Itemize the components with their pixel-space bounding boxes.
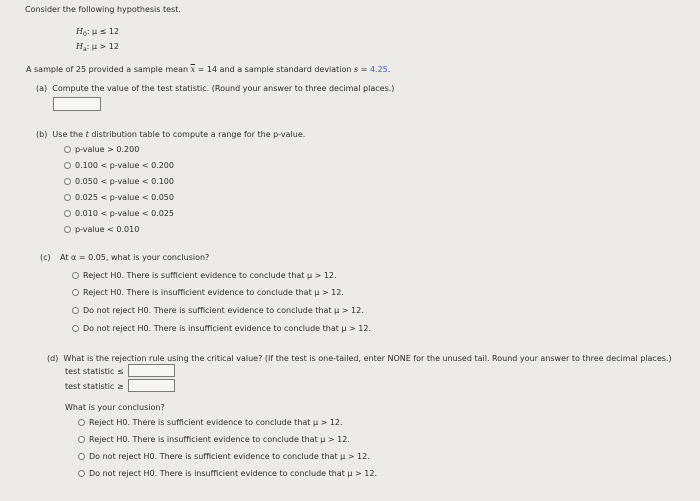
rejection-conclusion-option[interactable]: Do not reject H0. There is insufficient evidence to conclude that μ > 12. bbox=[78, 469, 377, 478]
radio-button[interactable] bbox=[64, 146, 71, 153]
rejection-conclusion-option[interactable]: Reject H0. There is sufficient evidence to conclude that μ > 12. bbox=[78, 418, 343, 427]
conclusion-option[interactable]: Do not reject H0. There is sufficient evidence to conclude that μ > 12. bbox=[72, 306, 364, 315]
radio-button[interactable] bbox=[64, 162, 71, 169]
p-value-option[interactable]: p-value > 0.200 bbox=[64, 145, 139, 154]
rejection-conclusion-option[interactable]: Do not reject H0. There is sufficient evidence to conclude that μ > 12. bbox=[78, 452, 370, 461]
radio-button[interactable] bbox=[72, 272, 79, 279]
conclusion-option[interactable]: Do not reject H0. There is insufficient evidence to conclude that μ > 12. bbox=[72, 324, 371, 333]
radio-button[interactable] bbox=[72, 307, 79, 314]
radio-button[interactable] bbox=[64, 178, 71, 185]
radio-button[interactable] bbox=[64, 210, 71, 217]
radio-button[interactable] bbox=[72, 289, 79, 296]
part-d-question: (d) What is the rejection rule using the critical value? (If the test is one-tailed, enter NONE for the unused tail. Round your answer to three decimal places.) bbox=[47, 354, 672, 363]
radio-button[interactable] bbox=[64, 194, 71, 201]
radio-button[interactable] bbox=[72, 325, 79, 332]
p-value-option[interactable]: 0.050 < p-value < 0.100 bbox=[64, 177, 174, 186]
radio-button[interactable] bbox=[78, 436, 85, 443]
conclusion-option[interactable]: Reject H0. There is insufficient evidence to conclude that μ > 12. bbox=[72, 288, 344, 297]
conclusion-option[interactable]: Reject H0. There is sufficient evidence to conclude that μ > 12. bbox=[72, 271, 337, 280]
radio-button[interactable] bbox=[64, 226, 71, 233]
radio-button[interactable] bbox=[78, 453, 85, 460]
p-value-option[interactable]: 0.025 < p-value < 0.050 bbox=[64, 193, 174, 202]
part-c-text: At α = 0.05, what is your conclusion? bbox=[60, 253, 210, 262]
alternative-hypothesis: $H_a$: μ > 12 bbox=[76, 42, 119, 53]
upper-critical-input[interactable] bbox=[128, 379, 175, 392]
part-d-conclusion-question: What is your conclusion? bbox=[65, 403, 165, 412]
rejection-conclusion-option[interactable]: Reject H0. There is insufficient evidence to conclude that μ > 12. bbox=[78, 435, 350, 444]
test-statistic-input[interactable] bbox=[53, 97, 101, 111]
part-c-question: (c) bbox=[40, 253, 51, 262]
radio-button[interactable] bbox=[78, 470, 85, 477]
p-value-option[interactable]: 0.100 < p-value < 0.200 bbox=[64, 161, 174, 170]
radio-button[interactable] bbox=[78, 419, 85, 426]
sample-statement: A sample of 25 provided a sample mean $\overline{x} = 14$ and a sample standard deviation s = 4.25. bbox=[26, 65, 391, 74]
part-a-question: (a) Compute the value of the test statistic. (Round your answer to three decimal places.) bbox=[36, 84, 395, 93]
part-b-question: (b) Use the t distribution table to compute a range for the p-value. bbox=[36, 130, 306, 139]
lower-rule-label: test statistic ≤ bbox=[65, 367, 124, 376]
p-value-option[interactable]: 0.010 < p-value < 0.025 bbox=[64, 209, 174, 218]
upper-rule-label: test statistic ≥ bbox=[65, 382, 124, 391]
lower-critical-input[interactable] bbox=[128, 364, 175, 377]
p-value-option[interactable]: p-value < 0.010 bbox=[64, 225, 139, 234]
intro-text: Consider the following hypothesis test. bbox=[25, 5, 181, 14]
null-hypothesis: $H_0$: μ ≤ 12 bbox=[76, 27, 120, 38]
